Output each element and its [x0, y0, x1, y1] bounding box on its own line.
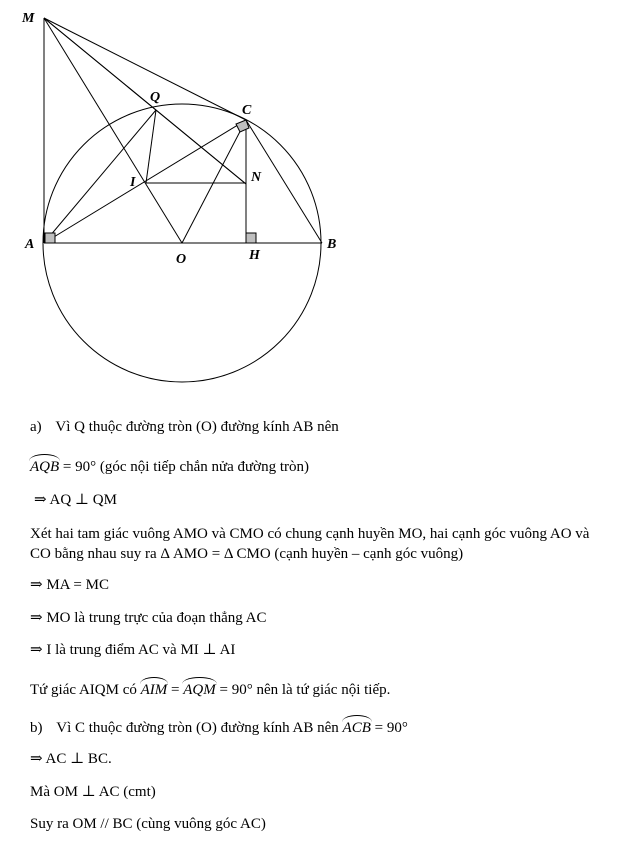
right-angle-h — [246, 233, 256, 243]
right-angle-c — [236, 120, 249, 132]
label-b: B — [327, 237, 337, 252]
line-aq-perp: ⇒ AQ ⊥ QM — [34, 492, 117, 508]
segment-mo — [44, 18, 182, 243]
angle-aqm: AQM — [183, 678, 216, 699]
line-om-parallel: Suy ra OM // BC (cùng vuông góc AC) — [30, 816, 266, 832]
line-i-midpoint: ⇒ I là trung điểm AC và MI ⊥ AI — [30, 642, 236, 658]
geometry-figure — [0, 0, 637, 400]
line-aqb — [30, 455, 309, 476]
line-ac-perp: ⇒ AC ⊥ BC. — [30, 751, 112, 767]
quad-rest: = 90° nên là tứ giác nội tiếp. — [215, 682, 391, 698]
label-a: A — [25, 237, 35, 252]
part-b-marker: b) — [30, 720, 43, 736]
label-i: I — [130, 175, 136, 190]
label-m: M — [22, 11, 35, 26]
segment-mc — [44, 18, 246, 120]
line-quadrilateral — [30, 678, 390, 699]
segment-oc — [182, 120, 246, 243]
label-h: H — [249, 248, 260, 263]
label-n: N — [251, 170, 262, 185]
part-a-marker: a) — [30, 419, 42, 435]
segment-qi — [146, 110, 156, 183]
line-mo-bisector: ⇒ MO là trung trực của đoạn thẳng AC — [30, 610, 267, 626]
segment-aq — [44, 110, 156, 243]
eq-sign: = — [167, 682, 184, 698]
angle-aim: AIM — [141, 678, 168, 699]
line-b-intro — [0, 716, 408, 737]
a-intro-text: Vì Q thuộc đường tròn (O) đường kính AB nên — [55, 419, 339, 435]
line-a-intro — [0, 418, 339, 436]
angle-acb: ACB — [343, 716, 371, 737]
segment-ac — [44, 120, 246, 243]
right-angle-a — [45, 233, 55, 243]
quad-prefix: Tứ giác AIQM có — [30, 682, 141, 698]
b-intro-text: Vì C thuộc đường tròn (O) đường kính AB nên — [56, 720, 343, 736]
line-triangles-1: Xét hai tam giác vuông AMO và CMO có chung cạnh huyền MO, hai cạnh góc vuông AO và — [30, 526, 590, 542]
line-om-perp: Mà OM ⊥ AC (cmt) — [30, 784, 156, 800]
label-c: C — [242, 103, 252, 118]
acb-rest: = 90° — [370, 720, 408, 736]
angle-aqb: AQB — [30, 455, 59, 476]
label-q: Q — [150, 90, 161, 105]
line-triangles-2: CO bằng nhau suy ra Δ AMO = Δ CMO (cạnh huyền – cạnh góc vuông) — [30, 546, 464, 562]
line-ma-mc: ⇒ MA = MC — [30, 577, 109, 593]
aqb-rest: = 90° (góc nội tiếp chắn nửa đường tròn) — [59, 459, 310, 475]
label-o: O — [176, 252, 187, 267]
